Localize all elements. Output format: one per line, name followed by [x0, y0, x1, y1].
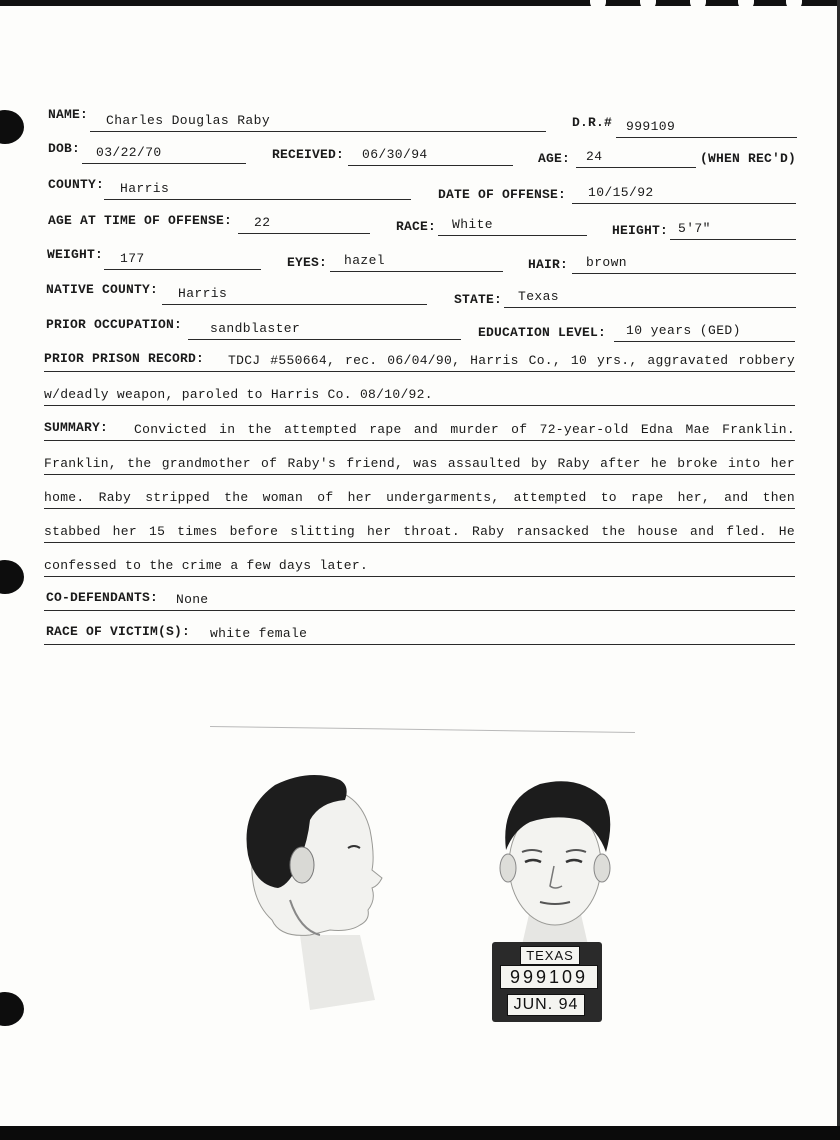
row-dob [0, 138, 840, 166]
row-race-of-victim [44, 622, 795, 645]
dr-number-value: 999109 [626, 119, 676, 134]
prior-record-label: PRIOR PRISON RECORD: [44, 351, 205, 366]
prior-occupation-label: PRIOR OCCUPATION: [46, 317, 183, 332]
height-value: 5'7" [678, 221, 711, 236]
summary-line-3 [44, 486, 795, 509]
summary-text-1: Convicted in the attempted rape and murder of 72-year-old Edna Mae Franklin. [134, 422, 795, 437]
state-label: STATE: [454, 292, 503, 307]
summary-line-5 [44, 554, 795, 577]
placard-date: JUN. 94 [507, 994, 585, 1016]
race-of-victim-label: RACE OF VICTIM(S): [46, 624, 191, 639]
codefendants-label: CO-DEFENDANTS: [46, 590, 159, 605]
summary-text-4: stabbed her 15 times before slitting her throat. Raby ransacked the house and fled. He [44, 524, 795, 539]
age-label: AGE: [538, 151, 571, 166]
placard-state: TEXAS [520, 946, 580, 965]
education-level-field [614, 321, 795, 342]
binder-hole-bottom [0, 992, 24, 1026]
prior-occupation-value: sandblaster [210, 321, 301, 336]
row-weight [0, 244, 840, 272]
state-value: Texas [518, 289, 560, 304]
scan-top-edge [0, 0, 840, 6]
prior-record-line-1 [44, 349, 795, 372]
scan-bottom-edge [0, 1126, 840, 1140]
row-name [0, 104, 840, 134]
codefendants-value: None [176, 592, 209, 607]
height-field [670, 219, 796, 240]
age-field [576, 147, 696, 168]
weight-value: 177 [120, 251, 145, 266]
county-field [104, 179, 411, 200]
eyes-value: hazel [344, 253, 386, 268]
name-field [90, 111, 546, 132]
summary-text-3: home. Raby stripped the woman of her undergarments, attempted to rape her, and then [44, 490, 795, 505]
summary-line-1 [44, 418, 795, 441]
summary-text-2: Franklin, the grandmother of Raby's friend, was assaulted by Raby after he broke into her [44, 456, 795, 471]
received-value: 06/30/94 [362, 147, 428, 162]
row-age-at-offense [0, 210, 840, 238]
summary-line-4 [44, 520, 795, 543]
row-prior-occupation [0, 314, 840, 340]
row-native-county [0, 279, 840, 307]
state-field [504, 287, 796, 308]
hair-value: brown [586, 255, 628, 270]
race-of-victim-value: white female [210, 626, 308, 641]
age-at-offense-label: AGE AT TIME OF OFFENSE: [48, 213, 233, 228]
age-at-offense-field [238, 213, 370, 234]
native-county-field [162, 284, 427, 305]
received-field [348, 145, 513, 166]
weight-label: WEIGHT: [47, 247, 104, 262]
name-label: NAME: [48, 107, 89, 122]
race-value: White [452, 217, 494, 232]
dr-number-field [616, 117, 797, 138]
eyes-field [330, 251, 503, 272]
native-county-value: Harris [178, 286, 228, 301]
summary-line-2 [44, 452, 795, 475]
dr-number-label: D.R.# [572, 115, 613, 130]
eyes-label: EYES: [287, 255, 328, 270]
binder-hole-middle [0, 560, 24, 594]
date-of-offense-value: 10/15/92 [588, 185, 654, 200]
dob-value: 03/22/70 [96, 145, 162, 160]
county-value: Harris [120, 181, 170, 196]
race-field [438, 215, 587, 236]
prior-record-text-2: w/deadly weapon, paroled to Harris Co. 08/10/92. [44, 387, 433, 402]
weight-field [104, 249, 261, 270]
date-of-offense-label: DATE OF OFFENSE: [438, 187, 567, 202]
age-at-offense-value: 22 [254, 215, 271, 230]
education-level-label: EDUCATION LEVEL: [478, 325, 607, 340]
education-level-value: 10 years (GED) [626, 323, 741, 338]
row-county [0, 174, 840, 202]
native-county-label: NATIVE COUNTY: [46, 282, 159, 297]
age-value: 24 [586, 149, 603, 164]
summary-label: SUMMARY: [44, 420, 109, 435]
received-label: RECEIVED: [272, 147, 345, 162]
dob-label: DOB: [48, 141, 81, 156]
height-label: HEIGHT: [612, 223, 669, 238]
age-when-received-note: (WHEN REC'D) [700, 151, 797, 166]
placard-number: 999109 [500, 965, 598, 989]
prior-record-text-1: TDCJ #550664, rec. 06/04/90, Harris Co., 10 yrs., aggravated robbery [228, 353, 795, 368]
date-of-offense-field [572, 183, 796, 204]
prior-record-line-2 [44, 383, 795, 406]
photo-separator-line [210, 726, 635, 733]
county-label: COUNTY: [48, 177, 105, 192]
race-label: RACE: [396, 219, 437, 234]
dob-field [82, 143, 246, 164]
name-value: Charles Douglas Raby [106, 113, 271, 128]
hair-label: HAIR: [528, 257, 569, 272]
hair-field [572, 253, 796, 274]
mugshot-profile-photo [200, 760, 430, 1050]
prior-occupation-field [188, 319, 461, 340]
summary-text-5: confessed to the crime a few days later. [44, 558, 369, 573]
row-codefendants [44, 588, 795, 611]
